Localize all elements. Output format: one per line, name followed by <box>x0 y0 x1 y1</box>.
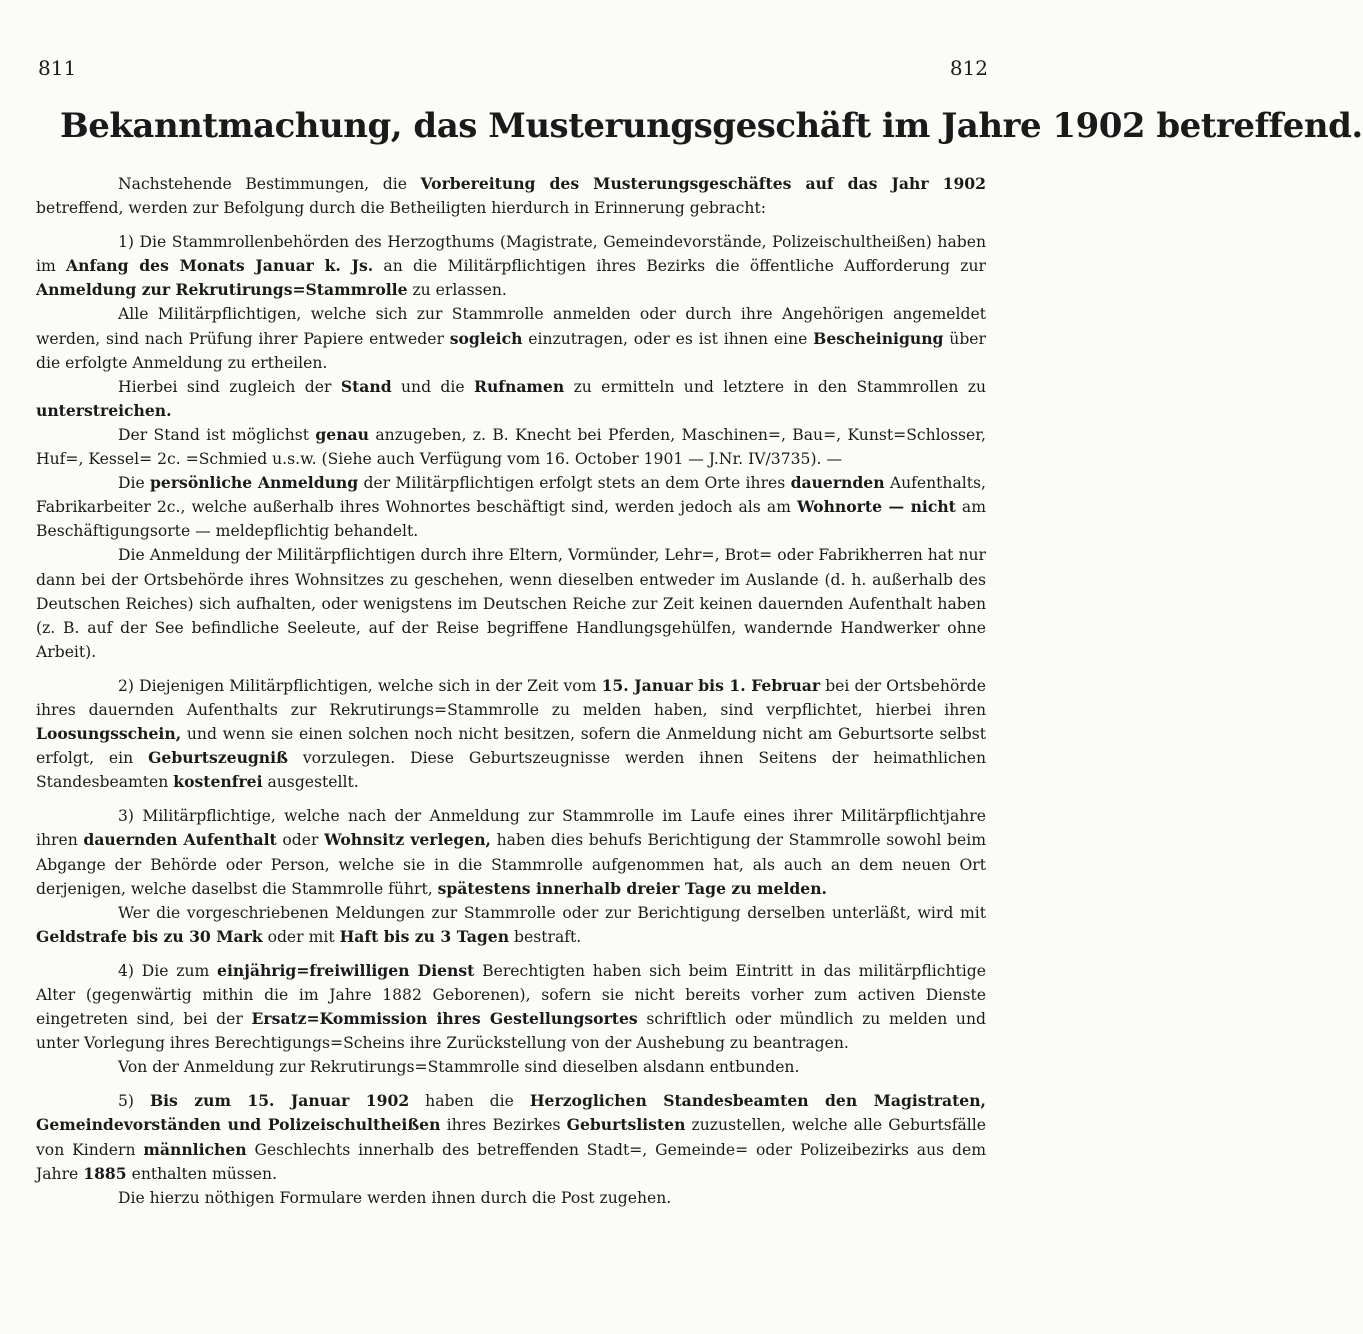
paragraph <box>36 804 986 900</box>
text-run: 5) <box>118 1092 150 1111</box>
bold-text: Ersatz=Kommission ihres Gestellungsortes <box>251 1009 638 1029</box>
paragraph <box>36 1089 986 1185</box>
text-run: und die <box>391 377 474 396</box>
text-run: bei der Ortsbehörde ihres dauernden Aufenthalts zur Rekrutirungs=Stammrolle zu melden haben, sind verpflichtet, hierbei ihren <box>36 676 986 719</box>
paragraph <box>36 543 986 663</box>
text-run: Hierbei sind zugleich der <box>118 377 341 396</box>
paragraph <box>36 1055 986 1079</box>
paragraph <box>36 423 986 471</box>
text-run: zu erlassen. <box>407 281 507 300</box>
text-run: oder mit <box>262 927 340 946</box>
bold-text: Geburtszeugniß <box>148 748 288 768</box>
text-run: anzugeben, z. B. Knecht bei Pferden, Maschinen=, Bau=, Kunst=Schlosser, Huf=, Kessel= 2c. =Schmied u.s.w. (Siehe auch Verfügung vom 16. October 1901 — J.Nr. IV/3735). — <box>36 425 986 469</box>
bold-text: unterstreichen. <box>36 400 172 420</box>
paragraph <box>36 901 986 949</box>
bold-text: Vorbereitung des Musterungsgeschäftes auf das Jahr 1902 <box>420 174 987 193</box>
text-run: 2) Diejenigen Militärpflichtigen, welche sich in der Zeit vom <box>118 676 602 695</box>
paragraph <box>36 959 986 1055</box>
text-run: über die erfolgte Anmeldung zu ertheilen. <box>36 329 986 372</box>
text-run: Alle Militärpflichtigen, welche sich zur Stammrolle anmelden oder durch ihre Angehörigen angemeldet werden, sind nach Prüfung ihrer Papiere entweder <box>36 305 986 348</box>
bold-text: Stand <box>340 376 392 396</box>
text-run: betreffend, werden zur Befolgung durch die Betheiligten hierdurch in Erinnerung gebracht: <box>36 199 766 218</box>
text-run: zu ermitteln und letztere in den Stammrollen zu <box>564 377 986 396</box>
text-run: an die Militärpflichtigen ihres Bezirks die öffentliche Aufforderung zur <box>373 257 986 276</box>
bold-text: Bescheinigung <box>813 328 944 348</box>
text-run: Geschlechts innerhalb des betreffenden Stadt=, Gemeinde= oder Polizeibezirks aus dem Jahre <box>36 1140 986 1183</box>
bold-text: spätestens innerhalb dreier Tage zu melden. <box>437 878 827 898</box>
bold-text: Anmeldung zur Rekrutirungs=Stammrolle <box>36 280 408 300</box>
text-run: Berechtigten haben sich beim Eintritt in das militärpflichtige Alter (gegenwärtig mithin die im Jahre 1882 Geborenen), sofern sie nicht bereits vorher zum activen Dienste eingetreten sind, bei der <box>36 961 987 1029</box>
bold-text: Loosungsschein, <box>36 724 182 744</box>
bold-text: dauernden <box>790 473 885 493</box>
document-body <box>36 172 986 1210</box>
bold-text: Bis zum 15. Januar 1902 <box>149 1091 410 1111</box>
text-run: ausgestellt. <box>262 773 359 792</box>
bold-text: Rufnamen <box>473 376 565 396</box>
text-run: der Militärpflichtigen erfolgt stets an dem Orte ihres <box>358 474 791 493</box>
page-number-left: 811 <box>38 56 77 80</box>
text-run: schriftlich oder mündlich zu melden und unter Vorlegung ihres Berechtigungs=Scheins ihre Zurückstellung von der Aushebung zu beantragen. <box>36 1010 986 1053</box>
text-run: 3) Militärpflichtige, welche nach der Anmeldung zur Stammrolle im Laufe eines ihrer Militärpflichtjahre ihren <box>36 807 986 850</box>
bold-text: Herzoglichen Standesbeamten den Magistraten, Gemeindevorständen und Polizeischultheißen <box>36 1091 986 1135</box>
text-run: Aufenthalts, Fabrikarbeiter 2c., welche außerhalb ihres Wohnortes beschäftigt sind, werden jedoch als am <box>36 474 986 517</box>
text-run: zuzustellen, welche alle Geburtsfälle von Kindern <box>36 1116 986 1159</box>
bold-text: kostenfrei <box>173 772 263 792</box>
bold-text: sogleich <box>449 328 523 348</box>
paragraph <box>36 471 986 543</box>
text-run: vorzulegen. Diese Geburtszeugnisse werden ihnen Seitens der heimathlichen Standesbeamten <box>36 749 986 792</box>
bold-text: genau <box>315 424 369 444</box>
text-run: Nachstehende Bestimmungen, die <box>118 175 421 193</box>
paragraph <box>36 230 986 302</box>
paragraph <box>36 1186 986 1210</box>
text-run: Die hierzu nöthigen Formulare werden ihnen durch die Post zugehen. <box>118 1188 672 1207</box>
text-run: haben dies behufs Berichtigung der Stammrolle sowohl beim Abgange der Behörde oder Person, welche sie in die Stammrolle aufgenommen hat, als auch an dem neuen Ort derjenigen, welche daselbst die Stammrolle führt, <box>36 831 987 898</box>
bold-text: 1885 <box>83 1163 127 1183</box>
bold-text: Wohnorte — nicht <box>796 497 956 517</box>
document-title: Bekanntmachung, das Musterungsgeschäft im Jahre 1902 betreffend. <box>60 106 1363 146</box>
bold-text: Haft bis zu 3 Tagen <box>339 926 510 946</box>
bold-text: Geburtslisten <box>566 1115 686 1135</box>
text-run: am Beschäftigungsorte — meldepflichtig behandelt. <box>36 498 987 541</box>
text-run: haben die <box>409 1092 530 1111</box>
text-run: Von der Anmeldung zur Rekrutirungs=Stammrolle sind dieselben alsdann entbunden. <box>118 1058 800 1077</box>
paragraph <box>36 674 986 794</box>
text-run: und wenn sie einen solchen noch nicht besitzen, sofern die Anmeldung nicht am Geburtsorte selbst erfolgt, ein <box>36 725 986 768</box>
bold-text: Anfang des Monats Januar k. Js. <box>66 256 374 276</box>
bold-text: einjährig=freiwilligen Dienst <box>217 960 475 980</box>
text-run: oder <box>276 831 325 850</box>
bold-text: 15. Januar bis 1. Februar <box>601 675 821 695</box>
bold-text: männlichen <box>143 1139 247 1159</box>
bold-text: dauernden Aufenthalt <box>83 830 277 850</box>
text-run: Der Stand ist möglichst <box>118 425 316 444</box>
text-run: Wer die vorgeschriebenen Meldungen zur Stammrolle oder zur Berichtigung derselben unterläßt, wird mit <box>118 903 986 922</box>
text-run: enthalten müssen. <box>126 1164 278 1183</box>
bold-text: Geldstrafe bis zu 30 Mark <box>36 926 263 946</box>
text-run: Die Anmeldung der Militärpflichtigen durch ihre Eltern, Vormünder, Lehr=, Brot= oder Fabrikherren hat nur dann bei der Ortsbehörde ihres Wohnsitzes zu geschehen, wenn dieselben entweder im Auslande (d. h. außerhalb des Deutschen Reiches) sich aufhalten, oder wenigstens im Deutschen Reiche zur Zeit keinen dauernden Aufenthalt haben (z. B. auf der See befindliche Seeleute, auf der Reise begriffene Handlungsgehülfen, wandernde Handwerker ohne Arbeit). <box>36 546 986 661</box>
page-number-right: 812 <box>949 56 988 80</box>
bold-text: Wohnsitz verlegen, <box>324 830 491 850</box>
text-run: bestraft. <box>509 927 582 946</box>
text-run: Die <box>118 474 150 493</box>
bold-text: persönliche Anmeldung <box>150 473 359 493</box>
text-run: 1) Die Stammrollenbehörden des Herzogthums (Magistrate, Gemeindevorstände, Polizeischultheißen) haben im <box>36 233 986 276</box>
paragraph <box>36 375 986 423</box>
text-run: 4) Die zum <box>118 961 218 980</box>
text-run: ihres Bezirkes <box>440 1116 567 1135</box>
paragraph <box>36 172 986 220</box>
paragraph <box>36 302 986 374</box>
text-run: einzutragen, oder es ist ihnen eine <box>522 329 814 348</box>
